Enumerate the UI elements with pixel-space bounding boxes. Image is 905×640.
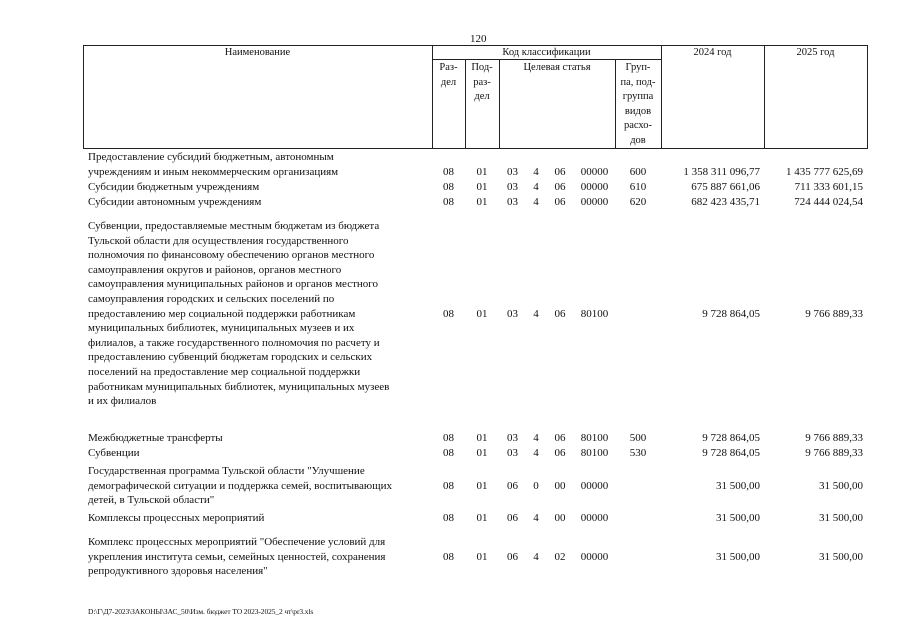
header-code: Код классификации [502,47,591,58]
cell-a1: 03 [507,196,518,208]
row-name-line: Субвенции [88,447,140,459]
row-name-line: Межбюджетные трансферты [88,432,223,444]
cell-a4: 00000 [580,196,609,208]
cell-y2024: 9 728 864,05 [702,307,760,320]
header-bottom-border [83,148,868,149]
row-name-line: Субсидии автономным учреждениям [88,196,262,208]
cell-a4: 00000 [580,479,609,492]
header-article: Целевая статья [523,62,591,73]
row-name [88,511,428,526]
cell-y2025: 724 444 024,54 [794,196,863,208]
cell-y2025: 1 435 777 625,69 [786,165,863,178]
cell-y2024: 9 728 864,05 [702,447,760,459]
cell-a4: 00000 [580,512,609,524]
header-year-2025: 2025 год [796,47,835,58]
cell-a4: 00000 [580,181,609,193]
cell-y2024: 31 500,00 [716,550,760,563]
row-name-line: Тульской области для осуществления государственного [88,234,349,247]
cell-a2: 0 [533,479,539,492]
cell-a2: 4 [533,307,539,320]
cell-y2024: 682 423 435,71 [691,196,760,208]
cell-y2025: 31 500,00 [819,479,863,492]
row-name-line: муниципальных библиотек, муниципальных музеев и их [88,322,355,335]
cell-a3: 06 [554,307,566,320]
cell-razdel: 08 [443,307,454,320]
row-name-line: детей, в Тульской области" [88,494,215,507]
cell-a1: 06 [507,550,518,563]
cell-razdel: 08 [443,447,454,459]
cell-a4: 80100 [580,307,609,320]
row-name-line: учреждениям и иным некоммерческим организациям [88,165,339,178]
cell-a3: 06 [554,432,566,444]
header-col-line [764,45,765,149]
cell-y2025: 9 766 889,33 [805,307,863,320]
cell-y2024: 1 358 311 096,77 [683,165,760,178]
cell-podrazdel: 01 [476,479,488,492]
cell-a4: 80100 [580,447,609,459]
cell-a1: 03 [507,165,518,178]
cell-y2025: 711 333 601,15 [794,181,863,193]
cell-a2: 4 [533,181,539,193]
row-name [88,195,428,210]
cell-y2024: 31 500,00 [716,479,760,492]
page-number: 120 [470,33,487,45]
cell-razdel: 08 [443,181,454,193]
cell-podrazdel: 01 [476,165,488,178]
cell-a4: 00000 [580,165,609,178]
cell-podrazdel: 01 [476,447,488,459]
row-name-line: Субсидии бюджетным учреждениям [88,181,260,193]
cell-a1: 03 [507,432,518,444]
cell-a2: 4 [533,196,539,208]
cell-razdel: 08 [443,512,454,524]
cell-razdel: 08 [443,479,454,492]
header-group: Груп- па, под- группа видов расхо- дов [620,62,656,146]
cell-y2025: 9 766 889,33 [805,447,863,459]
cell-a1: 03 [507,447,518,459]
row-name-line: самоуправления округов и районов, органов местного [88,263,342,276]
cell-podrazdel: 01 [476,550,488,563]
row-name-line: Государственная программа Тульской области "Улучшение [88,465,365,477]
cell-y2025: 31 500,00 [819,550,863,563]
row-name-line: демографической ситуации и поддержка семей, воспитывающих [88,479,392,492]
cell-group: 620 [629,196,647,208]
row-name-line: работникам муниципальных библиотек, муниципальных музеев [88,380,390,393]
header-razdel: Раз- дел [439,62,458,88]
row-name-line: Субвенции, предоставляемые местным бюджетам из бюджета [88,220,380,232]
row-name-line: репродуктивного здоровья населения" [88,565,268,578]
cell-y2024: 675 887 661,06 [691,181,760,193]
cell-a2: 4 [533,447,539,459]
cell-y2025: 31 500,00 [819,512,863,524]
cell-a1: 06 [507,479,518,492]
row-name-line: предоставлению субвенций бюджетам городских и сельских [88,351,373,364]
header-year-2024: 2024 год [693,47,732,58]
row-name [88,535,428,579]
row-name-line: самоуправления муниципальных районов и органов местного [88,278,379,291]
row-name-line: поселений на предоставление мер социальной поддержки [88,365,361,378]
row-name-line: и их филиалов [88,395,157,408]
row-name-line: самоуправления городских и сельских поселений по [88,292,335,305]
cell-a1: 03 [507,181,518,193]
cell-a3: 00 [554,479,566,492]
cell-y2024: 31 500,00 [716,512,760,524]
row-name-line: Предоставление субсидий бюджетным, автономным [88,151,334,163]
row-name [88,446,428,461]
cell-a4: 80100 [580,432,609,444]
cell-podrazdel: 01 [476,181,488,193]
row-name [88,219,428,409]
cell-razdel: 08 [443,432,454,444]
cell-group: 600 [629,165,647,178]
row-name-line: укрепления института семьи, семейных ценностей, сохранения [88,550,386,563]
cell-a4: 00000 [580,550,609,563]
cell-podrazdel: 01 [476,432,488,444]
cell-podrazdel: 01 [476,512,488,524]
row-name-line: предоставлению мер социальной поддержки работникам [88,307,356,320]
row-name-line: полномочия по финансовому обеспечению органов местного [88,249,375,262]
cell-y2025: 9 766 889,33 [805,432,863,444]
cell-a2: 4 [533,432,539,444]
header-col-line [867,45,868,149]
row-name-line: филиалов, а также государственного полномочия по расчету и [88,336,380,349]
row-name [88,431,428,446]
row-name-line: Комплекс процессных мероприятий "Обеспечение условий для [88,536,386,548]
header-col-line [661,45,662,149]
cell-podrazdel: 01 [476,307,488,320]
cell-a3: 02 [554,550,566,563]
cell-razdel: 08 [443,550,454,563]
row-name [88,180,428,195]
cell-razdel: 08 [443,165,454,178]
header-podrazdel: Под- раз- дел [471,62,493,102]
cell-y2024: 9 728 864,05 [702,432,760,444]
header-col-line [83,45,84,149]
row-name-line: Комплексы процессных мероприятий [88,512,265,524]
cell-group: 610 [629,181,647,193]
row-name [88,150,428,179]
cell-a3: 06 [554,447,566,459]
cell-a2: 4 [533,165,539,178]
file-path-footer: D:\Г\Д7-2023\ЗАКОНЫ\ЗАС_50\Изм. бюджет ТО 2023-2025_2 чт\pr3.xls [88,607,314,616]
cell-a3: 00 [554,512,566,524]
cell-razdel: 08 [443,196,454,208]
cell-a2: 4 [533,512,539,524]
cell-a3: 06 [554,196,566,208]
cell-group: 530 [629,447,647,459]
cell-a3: 06 [554,165,566,178]
row-name [88,464,428,508]
cell-podrazdel: 01 [476,196,488,208]
cell-a1: 06 [507,512,518,524]
cell-group: 500 [629,432,647,444]
cell-a2: 4 [533,550,539,563]
cell-a1: 03 [507,307,518,320]
cell-a3: 06 [554,181,566,193]
header-name: Наименование [224,47,291,58]
